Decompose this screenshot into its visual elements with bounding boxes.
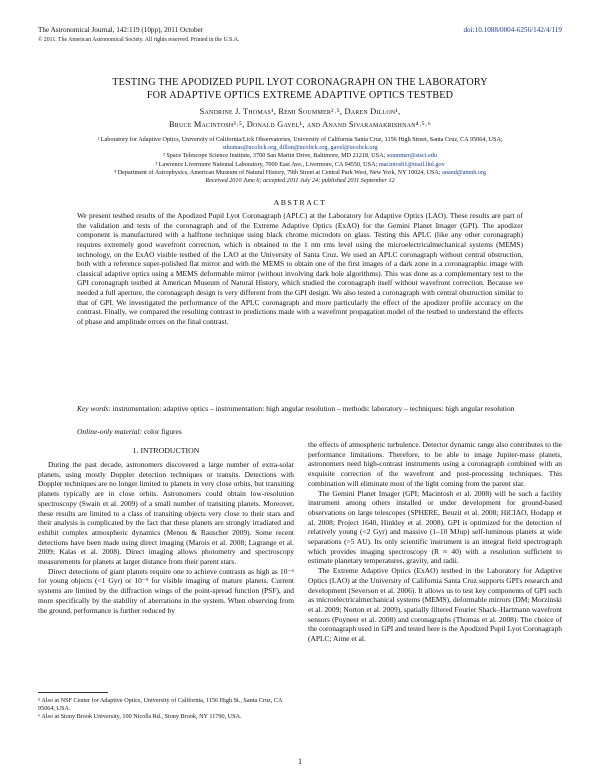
section-heading-introduction: 1. INTRODUCTION (132, 446, 200, 455)
online-text: color figures (143, 427, 182, 436)
doi-link[interactable]: doi:10.1088/0004-6256/142/4/119 (463, 26, 562, 34)
column-left (38, 460, 294, 615)
keywords (77, 404, 523, 414)
page-number: 1 (298, 757, 302, 766)
affiliation-4: ⁴ Department of Astrophysics, American Museum of Natural History, 79th Street at Central Park West, New York, NY 10024, USA; anand@amnh.org (113, 168, 487, 176)
affiliation-3: ³ Lawrence Livermore National Laboratory, 7000 East Ave., Livermore, CA 94550, USA; macintosh1@mail.llnl.gov (155, 160, 445, 168)
paragraph: The Gemini Planet Imager (GPI; Macintosh et al. 2008) will be such a facility instrument among others installed or under development for ground-based observations on large telescopes (SPHERE, Beuzit et al. 2008; HiCIAO, Hodapp et al. 2008; Project 1640, Hinkley et al. 2008). GPI is optimized for the detection of relatively young (<2 Gyr) and massive (1–10 MJup) self-luminous planets at wide separations (>5 AU). Its only scientific instrument is an integral field spectrograph which provides imaging spectroscopy (R ≈ 40) with a resolution sufficient to estimate planetary temperatures, gravity, and radii. (308, 488, 562, 566)
running-header-journal: The Astronomical Journal, 142:119 (10pp), 2011 October (38, 26, 204, 34)
author-line: Bruce Macintosh³˒⁵, Donald Gavel¹, and Anand Sivaramakrishnan⁴˒⁵˒⁶ (168, 119, 432, 129)
column-right (308, 440, 562, 644)
footnote: ⁶ Also at Stony Brook University, 100 Nicolls Rd., Stony Brook, NY 11790, USA. (38, 713, 242, 720)
paper-title (40, 76, 560, 102)
affiliations (40, 136, 560, 185)
title-line: TESTING THE APODIZED PUPIL LYOT CORONAGRAPH ON THE LABORATORY (112, 77, 488, 88)
paragraph: During the past decade, astronomers discovered a large number of extra-solar planets, using mostly Doppler detection techniques or transits. Detections with Doppler techniques are no longer limited to planets in very close orbits, but transiting planets typically are in close orbits. Astronomers could obtain low-resolution spectroscopy (Swain et al. 2009) of a small number of transiting planets. Moreover, these results are limited to a class of transiting objects very close to their stars and their analysis is complicated by the fact that these planets are strongly irradiated and exhibit complex atmospheric dynamics (Menou & Rauscher 2009). Some recent detections have been made using direct imaging (Marois et al. 2008; Lagrange et al. 2009; Kalas et al. 2008). Direct imaging allows photometry and spectroscopy measurements for planets at larger distance from their parent stars. (38, 460, 294, 567)
email-link[interactable]: soummer@stsci.edu (386, 152, 438, 160)
copyright-line: © 2011. The American Astronomical Society. All rights reserved. Printed in the U.S.A. (38, 37, 240, 43)
online-label: Online-only material: (77, 427, 143, 436)
footnote-divider (38, 692, 108, 693)
online-material (77, 427, 523, 436)
email-link[interactable]: sthomas@ucolick.org, dillon@ucolick.org, gavel@ucolick.org (222, 144, 378, 152)
keywords-label: Key words: (77, 404, 111, 413)
keywords-text: instrumentation: adaptive optics – instrumentation: high angular resolution – methods: laboratory – techniques: high angular resolution (112, 404, 515, 413)
publication-dates: Received 2010 June 6; accepted 2011 July 24; published 2011 September 12 (205, 177, 395, 185)
affiliation-1: ¹ Laboratory for Adaptive Optics, University of California/Lick Observatories, University of California Santa Cruz, 1156 High Street, Santa Cruz, CA 95064, USA; sthomas@ucolick.org, dillon@ucolick.org, gavel@ucolick.org (97, 136, 503, 152)
footnote: ⁵ Also at NSF Center for Adaptive Optics, University of California, 1156 High St., Santa Cruz, CA 95064, USA. (38, 697, 283, 712)
affiliation-2: ² Space Telescope Science Institute, 3700 San Martin Drive, Baltimore, MD 21218, USA; soummer@stsci.edu (162, 152, 438, 160)
paragraph: The Extreme Adaptive Optics (ExAO) testbed in the Laboratory for Adaptive Optics (LAO) at the University of California Santa Cruz supports GPI's research and development (Severson et al. 2006). It allows us to test key components of GPI such as microelectricalmechanical systems (MEMS), deformable mirrors (DM; Morzinski et al. 2009; Norton et al. 2009), spatially filtered Fourier Shack–Hartmann wavefront sensors (Poyneer et al. 2008) and coronagraphs (Thomas et al. 2008). The choice of the coronagraph used in GPI and tested here is the Apodized Pupil Lyot Coronagraph (APLC; Aime et al. (308, 566, 562, 644)
author-list (40, 106, 560, 131)
paragraph: the effects of atmospheric turbulence. Detector dynamic range also contributes to the performance limitations. Therefore, to be able to image Jupiter-mass planets, astronomers need high-contrast instruments using a coronagraph combined with an exquisite correction of the wavefront and post-processing techniques. This combination will eliminate most of the light coming from the parent star. (308, 440, 562, 488)
footnotes (38, 697, 294, 721)
title-line: FOR ADAPTIVE OPTICS EXTREME ADAPTIVE OPTICS TESTBED (146, 90, 454, 101)
email-link[interactable]: anand@amnh.org (442, 168, 487, 176)
email-link[interactable]: macintosh1@mail.llnl.gov (378, 160, 445, 168)
abstract-heading: ABSTRACT (273, 198, 327, 207)
author-line: Sandrine J. Thomas¹, Rémi Soummer²˒⁵, Daren Dillon¹, (199, 107, 401, 116)
paragraph: Direct detections of giant planets require one to achieve contrasts as high as 10⁻⁶ for young objects (<1 Gyr) or 10⁻⁹ for visible imaging of mature planets. Current systems are limited by the diffraction wings of the point-spread function (PSF), and more specifically by the stability of aberrations in the system. When observing from the ground, performance is further reduced by (38, 566, 294, 615)
abstract-text: We present testbed results of the Apodized Pupil Lyot Coronagraph (APLC) at the Laboratory for Adaptive Optics (LAO). These results are part of the validation and tests of the coronagraph and of the Extreme Adaptive Optics (ExAO) for the Gemini Planet Imager (GPI). The apodizer component is manufactured with a halftone technique using black chrome microdots on glass. Testing this APLC (like any other coronagraph) requires extremely good wavefront correction, which is obtained to the 1 nm rms level using the microelectricalmechanical systems (MEMS) technology, on the ExAO visible testbed of the LAO at the University of Santa Cruz. We used an APLC coronagraph without central obstruction, both with a reference super-polished flat mirror and with the MEMS to obtain one of the first images of a dark zone in a coronagraphic image with classical adaptive optics using a MEMS deformable mirror (without involving dark hole algorithms). This was done as a complementary test to the GPI coronagraph testbed at American Museum of Natural History, which studied the coronagraph itself without wavefront correction. Because we needed a full aperture, the coronagraph design is very different from the GPI design. We also tested a coronagraph with central obstruction similar to that of GPI. We investigated the performance of the APLC coronagraph and more particularly the effect of the apodizer profile accuracy on the contrast. Finally, we compared the resulting contrast to predictions made with a wavefront propagation model of the testbed to understand the effects of phase and amplitude errors on the final contrast. (77, 211, 523, 326)
